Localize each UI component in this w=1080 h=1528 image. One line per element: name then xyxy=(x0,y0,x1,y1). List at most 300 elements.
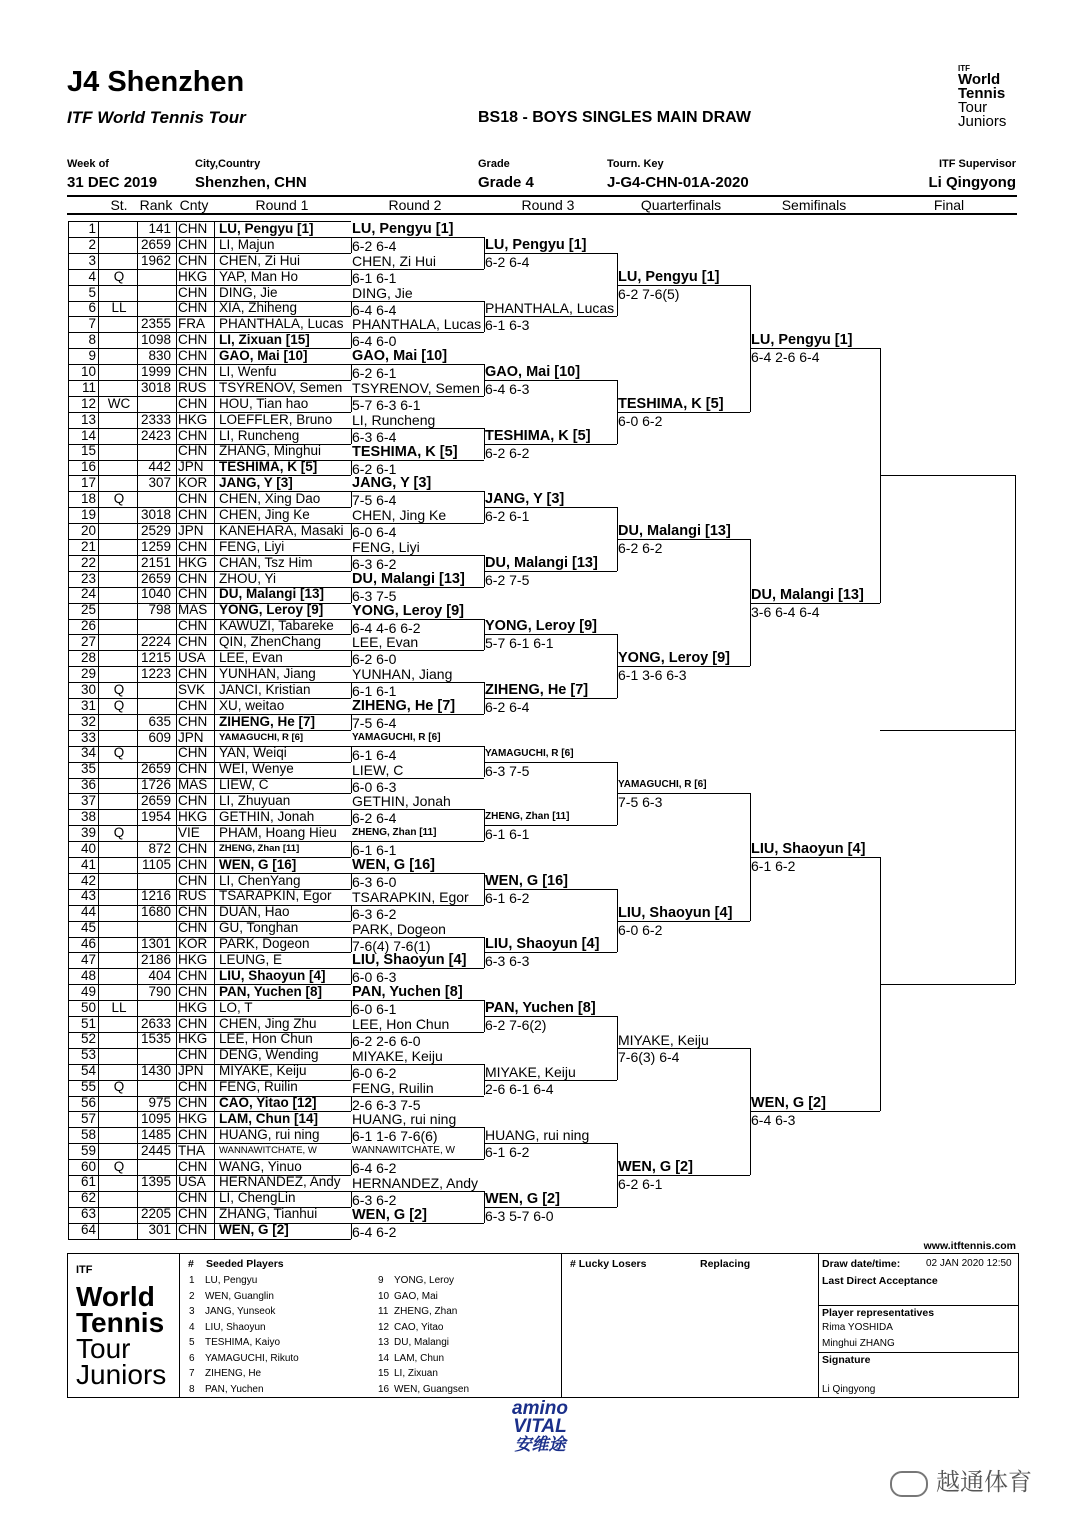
country: HKG xyxy=(178,1031,208,1047)
draw-line xyxy=(68,1079,351,1095)
draw-line xyxy=(68,793,351,809)
draw-line xyxy=(68,809,351,825)
grid-row-line xyxy=(68,873,351,874)
country: CHN xyxy=(178,252,208,268)
draw-line xyxy=(68,475,351,491)
rank: 1215 xyxy=(140,650,171,666)
grid-row-line xyxy=(68,1000,351,1001)
country: CHN xyxy=(178,332,208,348)
match-score: 6-3 6-0 xyxy=(352,873,397,890)
line-number: 17 xyxy=(80,475,96,491)
draw-line xyxy=(68,316,351,332)
winner-name: YONG, Leroy [9] xyxy=(352,602,464,619)
grid-row-line xyxy=(68,571,351,572)
match-score: 6-0 6-3 xyxy=(352,778,397,795)
country: CHN xyxy=(178,1158,208,1174)
grid-row-line xyxy=(68,1111,351,1112)
match-score: 6-4 6-3 xyxy=(751,1112,796,1129)
draw-line xyxy=(68,761,351,777)
grid-row-line xyxy=(68,778,351,779)
player-name: XU, weitao xyxy=(219,697,285,713)
country: JPN xyxy=(178,1063,204,1079)
seed-number: 15 xyxy=(378,1368,390,1379)
grade-label: Grade xyxy=(478,158,510,170)
rep-1: Rima YOSHIDA xyxy=(822,1322,893,1333)
seed-number: 1 xyxy=(189,1275,195,1286)
rank: 872 xyxy=(148,840,171,856)
rank: 2423 xyxy=(140,427,171,443)
match-score: 6-1 6-2 xyxy=(751,858,796,874)
winner-name: WEN, G [16] xyxy=(485,872,568,889)
draw-line xyxy=(68,332,351,348)
player-name: LI, Runcheng xyxy=(219,427,300,443)
country: CHN xyxy=(178,364,208,380)
match-score: 5-7 6-1 6-1 xyxy=(485,635,554,652)
rank: 1040 xyxy=(140,586,171,602)
status: Q xyxy=(113,824,125,840)
grid-row-line xyxy=(68,285,351,286)
grid-row-line xyxy=(68,555,351,556)
bracket-connector xyxy=(351,555,352,571)
match-score: 7-5 6-3 xyxy=(618,794,663,811)
country: CHN xyxy=(178,1206,208,1222)
rank: 2355 xyxy=(140,316,171,332)
match-score: 6-1 6-1 xyxy=(352,842,397,859)
rank: 635 xyxy=(148,713,171,729)
rank: 2659 xyxy=(140,236,171,252)
seed-player: ZHENG, Zhan xyxy=(394,1306,458,1317)
country: HKG xyxy=(178,808,208,824)
draw-line xyxy=(68,1190,351,1206)
country: CHN xyxy=(178,1015,208,1031)
winner-name: YAMAGUCHI, R [6] xyxy=(485,747,574,759)
draw-line xyxy=(68,952,351,968)
line-number: 39 xyxy=(80,824,96,840)
country: CHN xyxy=(178,395,208,411)
winner-name: YONG, Leroy [9] xyxy=(485,618,597,635)
bracket-connector xyxy=(351,364,352,380)
country: HKG xyxy=(178,268,208,284)
footer-logo: ITF World Tennis Tour Juniors xyxy=(68,1254,180,1397)
lucky-losers-title: # Lucky Losers xyxy=(570,1258,647,1270)
player-name: ZHANG, Minghui xyxy=(219,443,322,459)
line-number: 5 xyxy=(88,284,96,300)
country: JPN xyxy=(178,522,204,538)
grid-row-line xyxy=(68,237,351,238)
final-line xyxy=(880,730,1015,731)
website[interactable]: www.itftennis.com xyxy=(923,1240,1016,1252)
winner-name: PHANTHALA, Lucas xyxy=(485,300,615,317)
line-number: 54 xyxy=(80,1063,96,1079)
match-score: 6-0 6-4 xyxy=(352,524,397,541)
draw-line xyxy=(68,237,351,253)
rank: 2633 xyxy=(140,1015,171,1031)
winner-name: TSYRENOV, Semen xyxy=(352,379,480,396)
country: CHN xyxy=(178,634,208,650)
player-name: PHAM, Hoang Hieu xyxy=(219,824,337,840)
country: USA xyxy=(178,650,206,666)
match-score: 6-2 6-1 xyxy=(485,508,530,525)
winner-name: ZHENG, Zhan [11] xyxy=(352,827,437,839)
grid-row-line xyxy=(68,475,351,476)
supervisor-label: ITF Supervisor xyxy=(938,158,1016,170)
rep-2: Minghui ZHANG xyxy=(822,1338,895,1349)
match-score: 6-0 6-2 xyxy=(352,1064,397,1081)
draw-line xyxy=(68,285,351,301)
line-number: 8 xyxy=(88,332,96,348)
line-number: 11 xyxy=(81,379,96,395)
match-score: 6-4 6-0 xyxy=(352,333,397,350)
winner-name: CHEN, Zi Hui xyxy=(352,252,437,269)
match-score: 6-3 6-2 xyxy=(352,905,397,922)
country: KOR xyxy=(178,475,208,491)
match-score: 6-2 6-2 xyxy=(618,540,663,556)
rank: 3018 xyxy=(140,379,171,395)
winner-name: TESHIMA, K [5] xyxy=(618,395,724,412)
player-name: CHEN, Jing Zhu xyxy=(219,1015,317,1031)
match-score: 6-1 6-1 xyxy=(352,269,397,286)
last-direct-label: Last Direct Acceptance xyxy=(822,1275,938,1287)
draw-line xyxy=(68,380,351,396)
country: CHN xyxy=(178,443,208,459)
player-name: CHAN, Tsz Him xyxy=(219,554,313,570)
player-name: HERNANDEZ, Andy xyxy=(219,1174,341,1190)
line-number: 4 xyxy=(88,268,96,284)
match-score: 6-3 6-3 xyxy=(485,953,530,970)
grid-row-line xyxy=(68,1127,351,1128)
country: CHN xyxy=(178,745,208,761)
line-number: 9 xyxy=(88,348,96,364)
seeded-title: Seeded Players xyxy=(206,1258,284,1270)
winner-name: LU, Pengyu [1] xyxy=(751,332,853,349)
seed-player: LAM, Chun xyxy=(394,1352,445,1364)
player-name: KANEHARA, Masaki xyxy=(219,522,344,538)
player-name: QIN, ZhenChang xyxy=(219,634,322,650)
match-score: 6-1 3-6 6-3 xyxy=(618,667,687,684)
rank: 2659 xyxy=(140,570,171,586)
match-score: 3-6 6-4 6-4 xyxy=(751,603,820,620)
match-score: 6-2 2-6 6-0 xyxy=(352,1032,421,1049)
seed-player: ZIHENG, He xyxy=(205,1368,262,1379)
draw-line xyxy=(68,300,351,316)
player-name: CHEN, Zi Hui xyxy=(219,252,301,268)
winner-name: YUNHAN, Jiang xyxy=(352,666,453,683)
line-number: 53 xyxy=(80,1047,96,1063)
country: CHN xyxy=(178,491,208,507)
draw-line xyxy=(68,586,351,602)
bracket-connector xyxy=(351,428,352,444)
status: Q xyxy=(113,1079,125,1095)
col-semifinals: Semifinals xyxy=(781,197,847,213)
line-number: 6 xyxy=(88,300,96,316)
bracket-connector xyxy=(351,523,352,539)
grid-row-line xyxy=(68,412,351,413)
bracket-connector xyxy=(351,1032,352,1048)
country: CHN xyxy=(178,665,208,681)
rank: 2151 xyxy=(140,554,171,570)
grid-row-line xyxy=(68,428,351,429)
bracket-connector xyxy=(351,841,352,857)
grid-row-line xyxy=(68,253,351,254)
line-number: 28 xyxy=(80,650,96,666)
match-score: 6-3 6-4 xyxy=(352,428,397,445)
bracket-connector xyxy=(351,778,352,794)
rank: 1680 xyxy=(140,904,171,920)
player-name: LEE, Evan xyxy=(219,650,283,666)
line-number: 19 xyxy=(80,507,96,523)
player-name: LOEFFLER, Bruno xyxy=(219,411,333,427)
winner-name: LIU, Shaoyun [4] xyxy=(618,904,733,921)
draw-line xyxy=(68,523,351,539)
grid-col-line xyxy=(214,221,215,1239)
winner-name: PARK, Dogeon xyxy=(352,920,446,937)
line-number: 21 xyxy=(80,538,96,554)
seed-player: WEN, Guanglin xyxy=(205,1290,274,1302)
seed-number: 11 xyxy=(378,1306,389,1317)
grid-row-line xyxy=(68,634,351,635)
draw-date-value: 02 JAN 2020 12:50 xyxy=(926,1258,1012,1269)
match-score: 6-3 7-5 xyxy=(485,762,530,779)
player-name: KAWUZI, Tabareke xyxy=(219,618,334,634)
line-number: 30 xyxy=(80,681,96,697)
bracket-connector xyxy=(351,937,352,953)
draw-line xyxy=(68,507,351,523)
player-name: LI, ChenYang xyxy=(219,872,301,888)
player-name: WEN, G [16] xyxy=(219,856,297,872)
country: HKG xyxy=(178,1110,208,1126)
draw-line xyxy=(68,491,351,507)
city-value: Shenzhen, CHN xyxy=(195,174,307,191)
grid-row-line xyxy=(68,746,351,747)
seed-number: 16 xyxy=(378,1383,390,1395)
country: CHN xyxy=(178,300,208,316)
player-name: LIU, Shaoyun [4] xyxy=(219,967,326,983)
match-score: 6-2 6-1 xyxy=(352,365,397,382)
country: CHN xyxy=(178,840,208,856)
match-score: 6-1 1-6 7-6(6) xyxy=(352,1128,438,1145)
match-score: 6-1 6-3 xyxy=(485,317,530,334)
match-score: 6-2 7-6(5) xyxy=(618,285,680,302)
winner-name: LU, Pengyu [1] xyxy=(352,220,454,237)
grid-row-line xyxy=(68,1096,351,1097)
line-number: 26 xyxy=(80,618,96,634)
line-number: 64 xyxy=(80,1222,96,1238)
match-score: 6-4 6-2 xyxy=(352,1223,397,1240)
draw-line xyxy=(68,1111,351,1127)
line-number: 16 xyxy=(80,459,96,475)
grid-col-line xyxy=(68,221,69,1239)
bracket-connector xyxy=(351,1000,352,1016)
draw-line xyxy=(68,745,351,761)
draw-line xyxy=(68,428,351,444)
country: RUS xyxy=(178,379,207,395)
draw-line xyxy=(68,984,351,1000)
grid-row-line xyxy=(68,1032,351,1033)
line-number: 63 xyxy=(80,1206,96,1222)
rank: 1430 xyxy=(140,1063,171,1079)
country: CHN xyxy=(178,1047,208,1063)
col-quarterfinals: Quarterfinals xyxy=(640,197,722,213)
rank: 609 xyxy=(148,729,171,745)
grid-row-line xyxy=(68,1048,351,1049)
match-score: 6-2 7-5 xyxy=(485,571,530,588)
bracket-connector xyxy=(351,587,352,603)
country: CHN xyxy=(178,920,208,936)
footer-box: ITF World Tennis Tour Juniors # Seeded Players 1 LU, Pengyu 2 WEN, Guanglin 3 JANG, Yunseok 4 LIU, Shaoyun 5 TESHIMA, Kaiyo 6 YAMAGUCHI, Rikuto 7 ZIHENG, He 8 PAN, Yuchen 9 YONG, Leroy 10 GAO, Mai 11 ZHENG, Zhan 12 CAO, Yitao 13 DU, Malangi 14 LAM, Chun 15 LI, Zixuan 16 WEN, Guangsen # Lucky Losers Replacing Draw date/time: 02 JAN 2020 12:50 Last Direct Acceptance Player representatives Rima YOSHIDA Minghui ZHANG Signature Li Qingyong xyxy=(67,1253,1019,1398)
grid-row-line xyxy=(68,1016,351,1017)
draw-line xyxy=(68,1047,351,1063)
rank: 1395 xyxy=(140,1174,171,1190)
country: CHN xyxy=(178,284,208,300)
bracket-connector xyxy=(351,1191,352,1207)
match-score: 6-2 6-1 xyxy=(618,1176,663,1192)
col-round3: Round 3 xyxy=(521,197,575,213)
grid-row-line xyxy=(68,937,351,938)
draw-line xyxy=(68,269,351,285)
draw-line xyxy=(68,539,351,555)
draw-line xyxy=(68,602,351,618)
week-value: 31 DEC 2019 xyxy=(67,174,158,191)
signature-name: Li Qingyong xyxy=(822,1384,876,1395)
rank: 1535 xyxy=(140,1031,171,1047)
grid-row-line xyxy=(68,364,351,365)
country: THA xyxy=(178,1142,205,1158)
seed-number: 4 xyxy=(189,1321,195,1333)
line-number: 3 xyxy=(88,252,96,268)
status: LL xyxy=(111,300,127,316)
match-score: 6-1 6-2 xyxy=(485,1144,530,1161)
line-number: 51 xyxy=(80,1015,96,1031)
winner-name: LIU, Shaoyun [4] xyxy=(352,952,467,969)
player-name: JANCI, Kristian xyxy=(219,681,311,697)
player-name: CAO, Yitao [12] xyxy=(219,1094,317,1110)
grid-row-line xyxy=(68,1191,351,1192)
line-number: 35 xyxy=(80,761,96,777)
player-name: FENG, Liyi xyxy=(219,538,285,554)
line-number: 24 xyxy=(80,586,96,602)
player-name: TESHIMA, K [5] xyxy=(219,459,318,475)
country: HKG xyxy=(178,554,208,570)
grid-row-line xyxy=(68,730,351,731)
rank: 2205 xyxy=(140,1206,171,1222)
grid-row-line xyxy=(68,1239,351,1240)
line-number: 45 xyxy=(80,920,96,936)
winner-name: FENG, Ruilin xyxy=(352,1079,434,1096)
seed-number: 7 xyxy=(189,1368,195,1379)
player-name: CHEN, Jing Ke xyxy=(219,507,310,523)
final-line xyxy=(880,984,1015,985)
match-score: 2-6 6-1 6-4 xyxy=(485,1080,554,1097)
rank: 1095 xyxy=(140,1110,171,1126)
bracket-connector xyxy=(351,873,352,889)
draw-line xyxy=(68,936,351,952)
player-name: YUNHAN, Jiang xyxy=(219,665,316,681)
grid-row-line xyxy=(68,968,351,969)
tour-subtitle: ITF World Tennis Tour xyxy=(67,108,246,127)
player-name: LEE, Hon Chun xyxy=(219,1031,313,1047)
draw-line xyxy=(68,396,351,412)
player-name: YAMAGUCHI, R [6] xyxy=(219,731,304,743)
winner-name: JANG, Y [3] xyxy=(352,475,432,492)
grid-row-line xyxy=(68,825,351,826)
grid-row-line xyxy=(68,793,351,794)
line-number: 23 xyxy=(80,570,96,586)
grid-row-line xyxy=(68,619,351,620)
seed-player: YONG, Leroy xyxy=(394,1275,455,1286)
line-number: 13 xyxy=(80,411,96,427)
bracket-connector xyxy=(351,1096,352,1112)
winner-name: ZHENG, Zhan [11] xyxy=(485,811,570,823)
line-number: 20 xyxy=(80,522,96,538)
match-score: 6-3 6-2 xyxy=(352,1191,397,1208)
country: CHN xyxy=(178,570,208,586)
draw-line xyxy=(68,730,351,746)
draw-line xyxy=(68,682,351,698)
player-name: LO, T xyxy=(219,999,253,1015)
grid-row-line xyxy=(68,905,351,906)
line-number: 40 xyxy=(80,840,96,856)
grid-row-line xyxy=(68,221,351,222)
country: SVK xyxy=(178,681,206,697)
draw-line xyxy=(68,841,351,857)
status: Q xyxy=(113,268,125,284)
country: MAS xyxy=(178,777,208,793)
line-number: 36 xyxy=(80,777,96,793)
country: CHN xyxy=(178,967,208,983)
bracket-connector xyxy=(351,905,352,921)
draw-line xyxy=(68,920,351,936)
winner-name: YAMAGUCHI, R [6] xyxy=(618,779,707,791)
line-number: 7 xyxy=(88,316,96,332)
match-score: 6-0 6-2 xyxy=(618,412,663,429)
seed-player: JANG, Yunseok xyxy=(205,1306,276,1317)
seed-player: GAO, Mai xyxy=(394,1290,438,1302)
seed-number: 9 xyxy=(378,1275,384,1286)
grid-row-line xyxy=(68,1064,351,1065)
winner-name: DING, Jie xyxy=(352,284,413,301)
col-round1: Round 1 xyxy=(255,197,309,213)
bracket-connector xyxy=(351,237,352,253)
winner-name: HUANG, rui ning xyxy=(352,1111,457,1128)
bracket-connector xyxy=(351,968,352,984)
seed-number: 5 xyxy=(189,1337,195,1348)
winner-name: GAO, Mai [10] xyxy=(352,348,448,365)
seed-number: 2 xyxy=(189,1290,195,1302)
winner-name: LU, Pengyu [1] xyxy=(618,268,720,285)
draw-date-label: Draw date/time: xyxy=(822,1258,901,1270)
country: CHN xyxy=(178,1222,208,1238)
line-number: 47 xyxy=(80,951,96,967)
line-number: 37 xyxy=(80,793,96,809)
country: KOR xyxy=(178,936,208,952)
winner-name: LIEW, C xyxy=(352,761,404,778)
rank: 404 xyxy=(148,967,171,983)
player-name: YAP, Man Ho xyxy=(219,268,299,284)
winner-name: MIYAKE, Keiju xyxy=(485,1063,576,1080)
player-name: TSYRENOV, Semen xyxy=(219,379,343,395)
grid-row-line xyxy=(68,348,351,349)
draw-line xyxy=(68,714,351,730)
seed-number: 12 xyxy=(378,1321,390,1333)
draw-line xyxy=(68,968,351,984)
country: CHN xyxy=(178,697,208,713)
bracket-connector xyxy=(351,460,352,476)
winner-name: TESHIMA, K [5] xyxy=(485,427,591,444)
line-number: 2 xyxy=(88,236,96,252)
line-number: 48 xyxy=(80,967,96,983)
player-name: WEN, G [2] xyxy=(219,1222,289,1238)
line-number: 31 xyxy=(80,697,96,713)
